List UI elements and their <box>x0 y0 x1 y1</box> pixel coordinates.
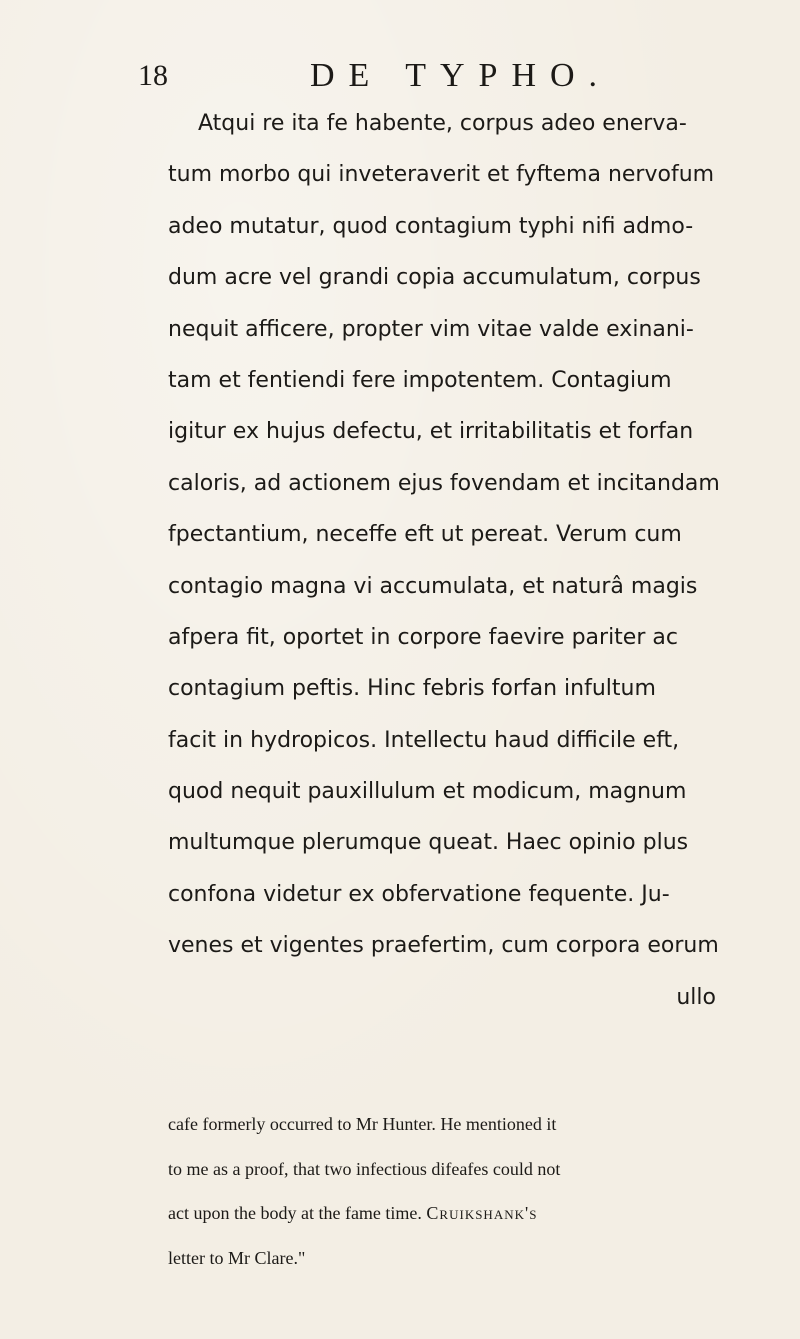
text-line: venes et vigentes praefertim, cum corpora eorum <box>168 933 719 959</box>
catchword: ullo <box>676 984 716 1010</box>
text-line: caloris, ad actionem ejus fovendam et incitandam <box>168 470 720 496</box>
footnote-author: Cruikshank's <box>426 1203 538 1223</box>
text-line: igitur ex hujus defectu, et irritabilitatis et forfan <box>168 419 694 445</box>
text-line: tum morbo qui inveteraverit et fyftema nervofum <box>168 162 715 188</box>
footnote <box>168 1102 728 1280</box>
main-text <box>168 98 728 1023</box>
running-head: DE TYPHO. <box>310 57 612 94</box>
text-line: Atqui re ita fe habente, corpus adeo enerva- <box>198 111 687 136</box>
footnote-line: cafe formerly occurred to Mr Hunter. He mentioned it <box>168 1114 557 1134</box>
text-line: tam et fentiendi fere impotentem. Contagium <box>168 367 672 393</box>
text-line: confona videtur ex obfervatione fequente. Ju- <box>168 881 670 907</box>
page-number: 18 <box>138 59 168 92</box>
text-line: afpera fit, oportet in corpore faevire pariter ac <box>168 624 678 650</box>
footnote-text: act upon the body at the fame time. <box>168 1203 422 1223</box>
text-line: adeo mutatur, quod contagium typhi nifi admo- <box>168 213 694 239</box>
footnote-line: to me as a proof, that two infectious difeafes could not <box>168 1158 561 1179</box>
text-line: contagium peftis. Hinc febris forfan infultum <box>168 676 656 702</box>
footnote-line: letter to Mr Clare." <box>168 1247 306 1268</box>
text-line: contagio magna vi accumulata, et naturâ magis <box>168 573 698 599</box>
text-line: fpectantium, neceffe eft ut pereat. Verum cum <box>168 522 682 548</box>
text-line: quod nequit pauxillulum et modicum, magnum <box>168 779 687 805</box>
text-line: facit in hydropicos. Intellectu haud difficile eft, <box>168 727 680 753</box>
page-header <box>0 58 800 98</box>
footnote-line <box>168 1191 728 1236</box>
text-line: dum acre vel grandi copia accumulatum, corpus <box>168 265 701 291</box>
text-line: multumque plerumque queat. Haec opinio plus <box>168 830 689 856</box>
text-line: nequit afficere, propter vim vitae valde exinani- <box>168 316 694 342</box>
